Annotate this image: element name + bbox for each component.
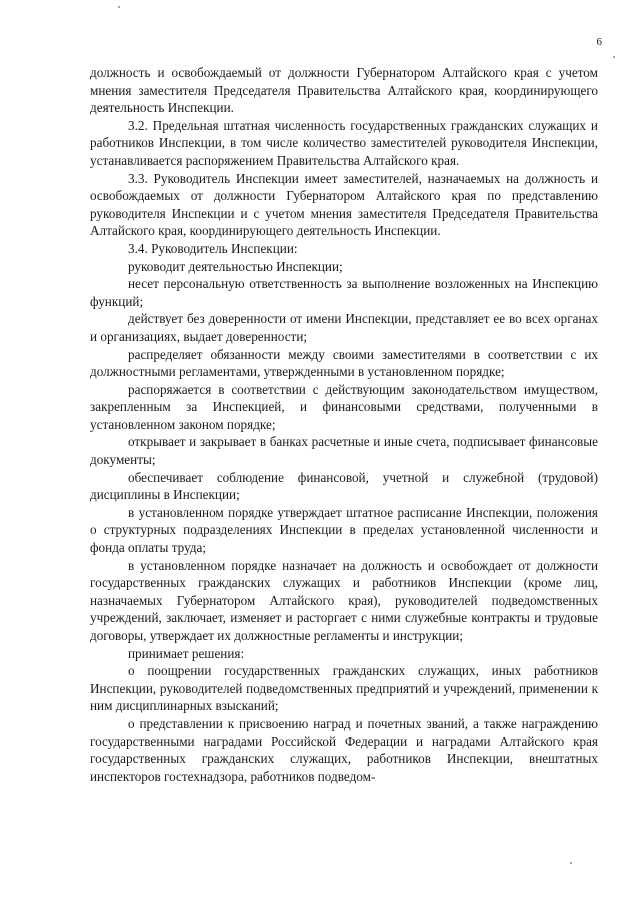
page-number: 6 (596, 36, 602, 48)
scan-speck (570, 862, 572, 864)
scan-speck (613, 56, 615, 58)
paragraph: руководит деятельностью Инспекции; (128, 258, 343, 274)
scan-speck (118, 6, 120, 8)
paragraph: в установленном порядке утверждает штатное расписание Инспекции, положения о структурных подразделениях Инспекции в пределах установленной численности и фонда оплаты труда; (90, 504, 598, 556)
paragraph: должность и освобождаемый от должности Губернатором Алтайского края с учетом мнения заместителя Председателя Правительства Алтайского края, координирующего деятельность Инспекции. (90, 65, 598, 116)
paragraph: обеспечивает соблюдение финансовой, учетной и служебной (трудовой) дисциплины в Инспекции; (90, 469, 598, 503)
paragraph: открывает и закрывает в банках расчетные и иные счета, подписывает финансовые документы; (90, 434, 598, 468)
paragraph: о поощрении государственных гражданских служащих, иных работников Инспекции, руководителей подведомственных предприятий и учреждений, применении к ним дисциплинарных взысканий; (90, 663, 598, 714)
paragraph: действует без доверенности от имени Инспекции, представляет ее во всех органах и организациях, выдает доверенности; (90, 311, 598, 344)
paragraph: распределяет обязанности между своими заместителями в соответствии с их должностными регламентами, утвержденными в установленном порядке; (90, 346, 598, 380)
paragraph: 3.3. Руководитель Инспекции имеет заместителей, назначаемых на должность и освобождаемых от должности Губернатором Алтайского края по представлению руководителя Инспекции и с учетом мнения заместителя Председателя Правительства Алтайского края, координирующего деятельность Инспекции. (90, 170, 598, 239)
paragraph: о представлении к присвоению наград и почетных званий, а также награждению государственными наградами Российской Федерации и наградами Алтайского края государственных гражданских служащих, работников Инспекции, внештатных инспекторов гостехнадзора, работников подведом- (90, 715, 598, 784)
paragraph: принимает решения: (128, 645, 245, 661)
paragraph: несет персональную ответственность за выполнение возложенных на Инспекцию функций; (90, 276, 598, 309)
paragraph: в установленном порядке назначает на должность и освобождает от должности государственных гражданских служащих и работников Инспекции (кроме лиц, назначаемых Губернатором Алтайского края), руководителей подведомственных учреждений, заключает, изменяет и расторгает с ними служебные контракты и трудовые договоры, утверждает их должностные регламенты и инструкции; (90, 557, 598, 643)
paragraph: 3.2. Предельная штатная численность государственных гражданских служащих и работников Инспекции, в том числе количество заместителей руководителя Инспекции, устанавливается распоряжением Правительства Алтайского края. (90, 117, 598, 168)
paragraph: распоряжается в соответствии с действующим законодательством имуществом, закрепленным за Инспекцией, и финансовыми средствами, полученными в установленном законом порядке; (90, 381, 598, 432)
document-body (90, 64, 598, 785)
paragraph: 3.4. Руководитель Инспекции: (128, 240, 298, 256)
